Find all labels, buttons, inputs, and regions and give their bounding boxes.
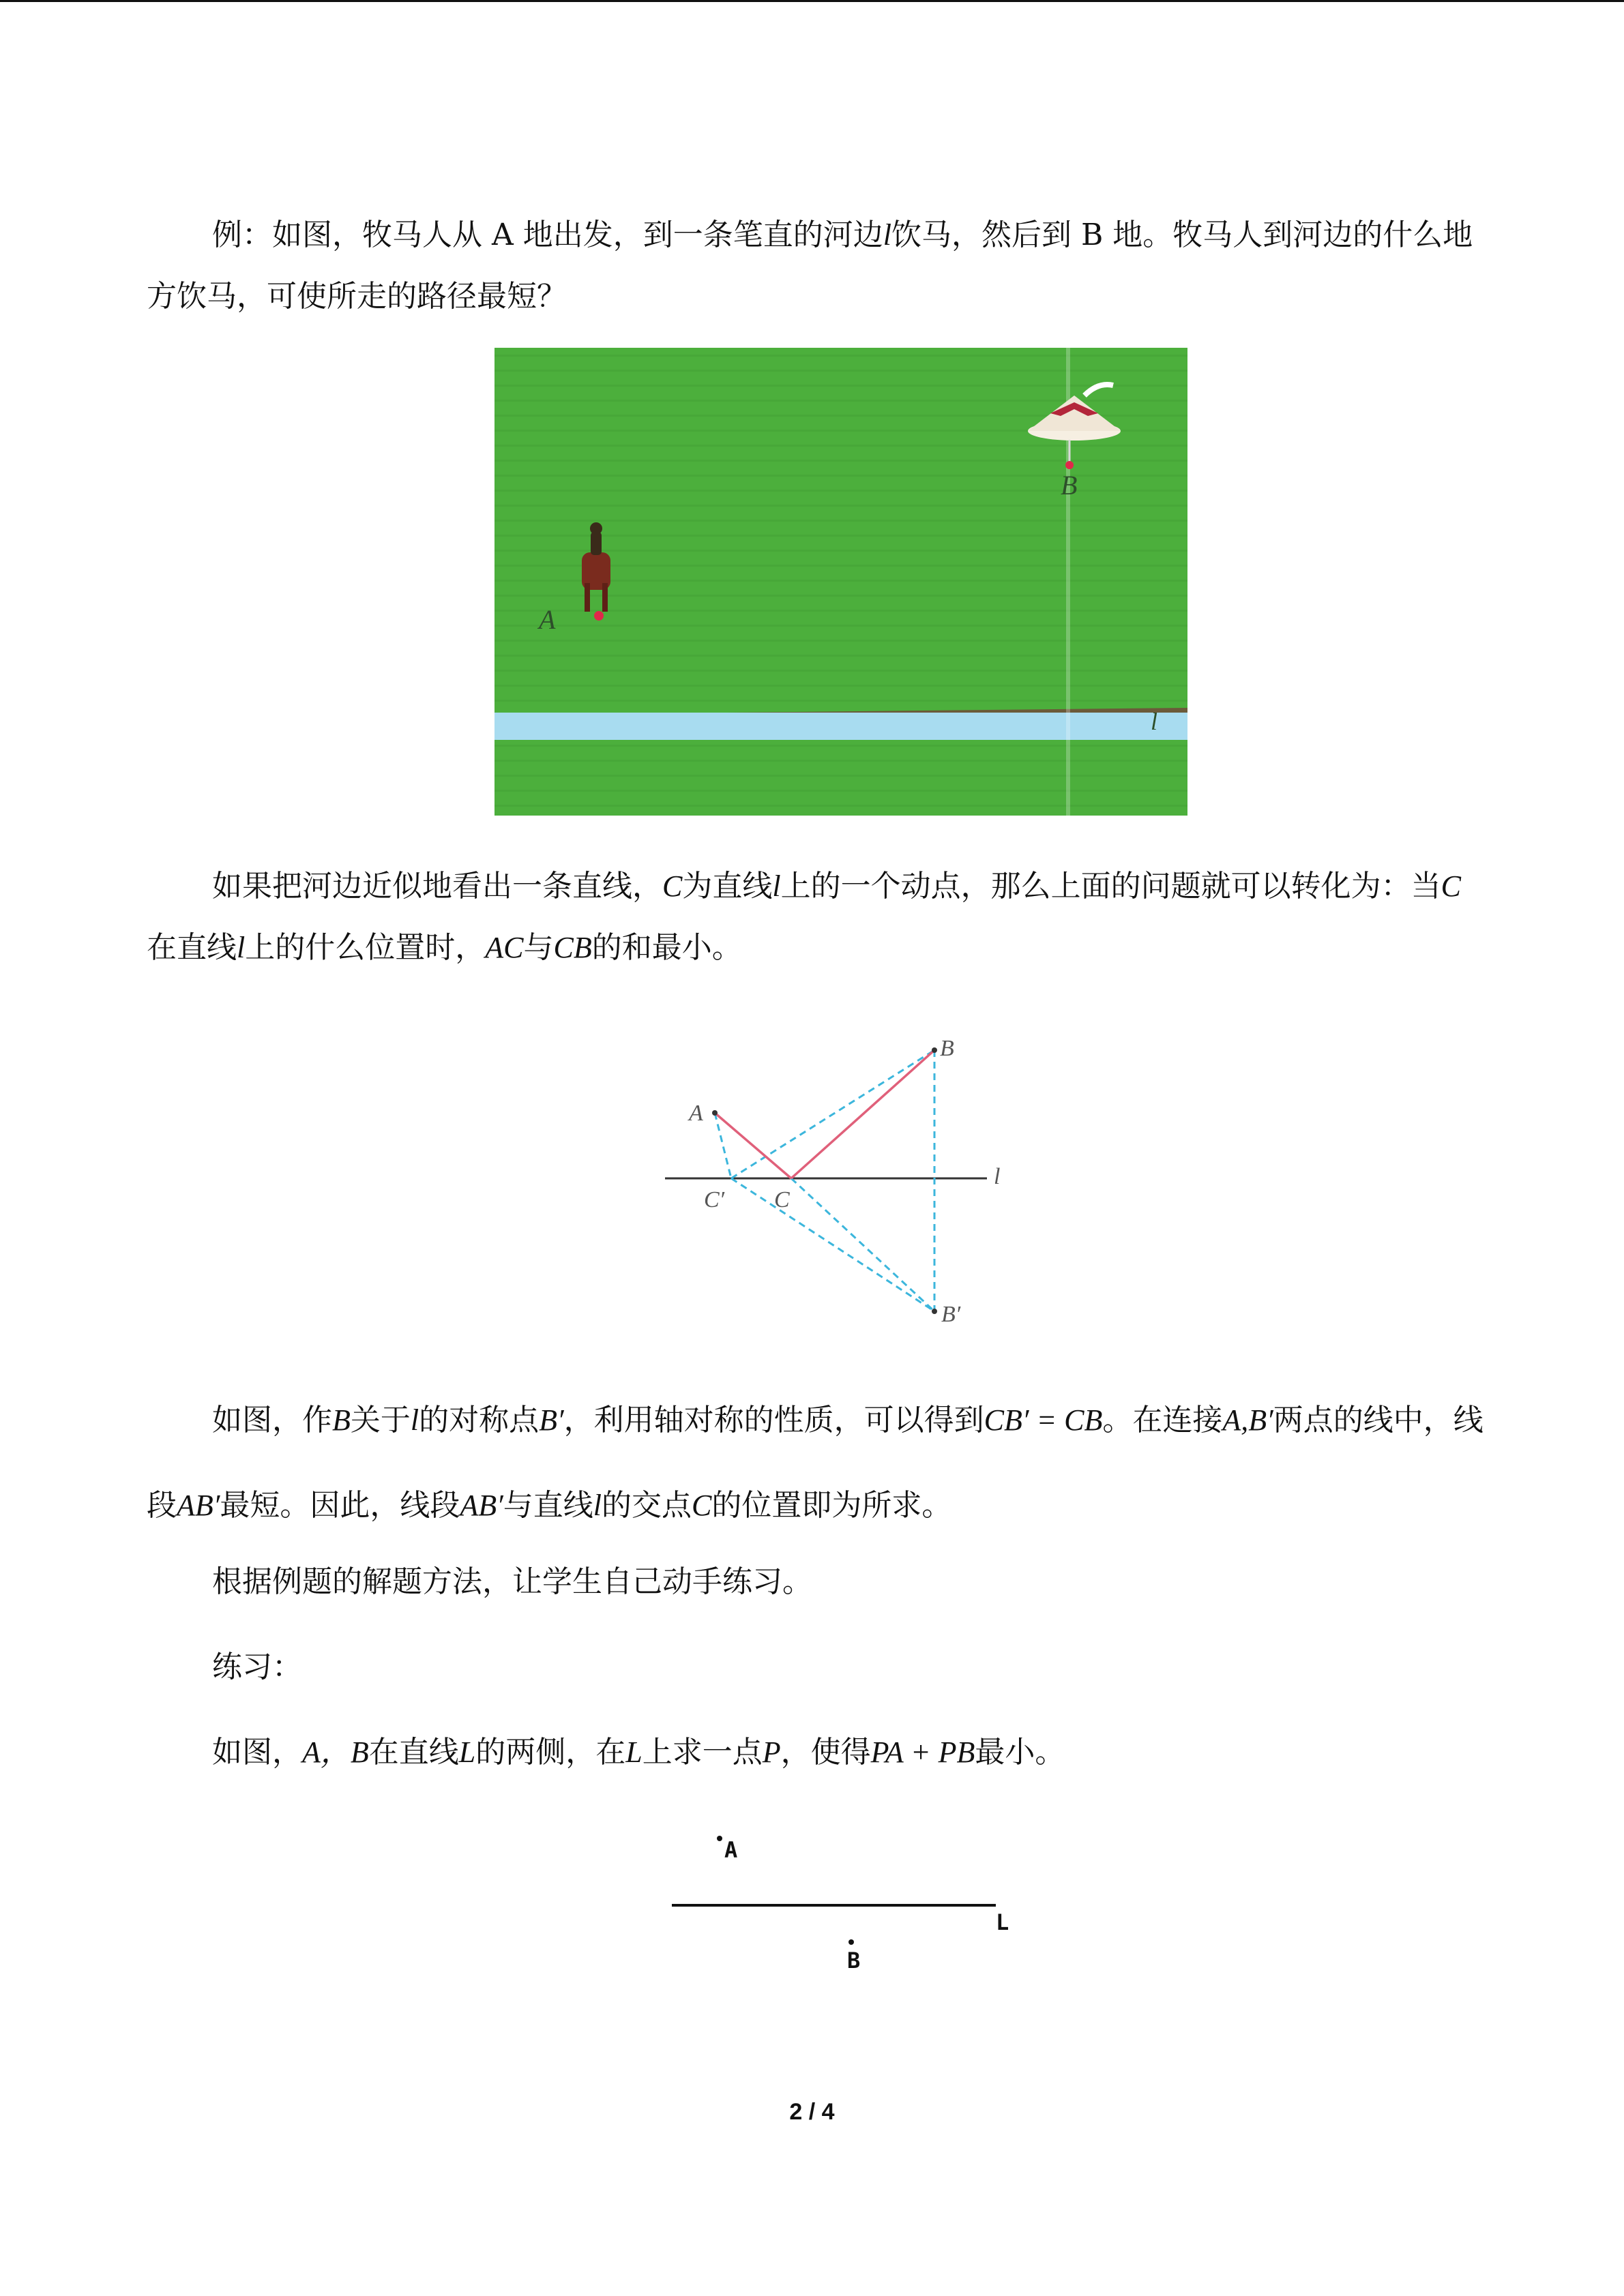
exercise-text-4: 上求一点 [642,1735,763,1770]
segment-ab-prime: AB′ [460,1489,503,1522]
symbol-l: l [772,869,781,903]
top-rule [0,0,1624,2]
solution-text-1: 如图，作 [212,1403,332,1437]
equation-cb-prime: CB′ = CB [984,1403,1103,1437]
transform-text-3: 上的一个动点，那么上面的问题就可以转化为：当 [780,869,1441,904]
transform-text-2: 为直线 [682,869,773,904]
point-b [848,1939,854,1945]
page-number: 2 / 4 [789,2099,835,2125]
point-a-dot [594,611,604,621]
exercise-diagram [662,1828,1030,1991]
photo-label-l: l [1151,708,1158,735]
symbol-big-l: L [458,1735,476,1769]
point-b-dot [1065,461,1074,469]
symbol-c: C [692,1489,712,1522]
symbol-big-l: L [625,1735,643,1769]
label-b-prime: B′ [941,1302,961,1327]
solution-text-8: 与直线 [503,1488,593,1523]
label-big-l: L [996,1909,1009,1935]
point-a [712,1110,718,1116]
symbol-ac: AC [485,931,524,964]
example-paragraph [147,205,1483,327]
solution-text-4: ，利用轴对称的性质，可以得到 [563,1403,984,1437]
exercise-text-3: 的两侧，在 [475,1735,626,1770]
symbol-b-prime: B′ [539,1403,564,1437]
example-text-b: 饮马，然后到 B 地。牧马人到河边的什么地方饮马，可使所走的路径最短？ [147,218,1473,314]
dashed-cprime-bprime [731,1178,934,1311]
symbol-cb: CB [553,931,592,964]
photo-label-a: A [539,604,556,635]
point-bprime [932,1309,937,1314]
transform-text-4: 在直线 [147,930,237,965]
solution-text-3: 的对称点 [419,1403,540,1437]
example-text-a: 例：如图，牧马人从 A 地出发，到一条笔直的河边 [212,218,883,252]
solid-a-c [715,1113,791,1178]
solution-text-6: 两点的线中，线段 [147,1403,1483,1523]
exercise-text-2: 在直线 [368,1735,459,1770]
label-a: A [689,1101,703,1126]
symbol-a-b: A，B [302,1735,369,1769]
segment-ab-prime: AB′ [177,1489,220,1522]
solution-text-10: 的位置即为所求。 [711,1488,952,1523]
solution-text-5: 。在连接 [1102,1403,1223,1437]
exercise-text-1: 如图， [212,1735,302,1770]
solution-text-9: 的交点 [602,1488,692,1523]
label-b: B [940,1036,954,1061]
dashed-cprime-b [731,1050,934,1178]
point-a [717,1836,722,1841]
label-a: A [724,1837,738,1863]
exercise-paragraph [147,1722,1483,1783]
reflection-diagram [655,1023,1016,1337]
river [494,713,1187,740]
solution-paragraph [147,1377,1483,1548]
label-l: l [994,1164,1001,1189]
symbol-p: P [762,1735,781,1769]
transform-text-1: 如果把河边近似地看出一条直线， [212,869,662,904]
solution-text-7: 最短。因此，线段 [220,1488,460,1523]
transform-paragraph [147,856,1483,979]
transform-text-6: 与 [523,930,554,965]
symbol-l: l [593,1489,602,1522]
symbol-b: B [332,1403,351,1437]
symbol-l: l [410,1403,419,1437]
expression-pa-pb: PA + PB [870,1735,975,1769]
method-paragraph: 根据例题的解题方法，让学生自己动手练习。 [212,1564,812,1599]
dashed-a-cprime [715,1113,731,1178]
transform-text-7: 的和最小。 [591,930,742,965]
symbol-c: C [662,869,683,903]
symbol-c: C [1441,869,1461,903]
line-l-symbol: l [883,218,891,252]
horse-river-illustration [494,348,1187,816]
grass-field-lower [494,740,1187,816]
solid-c-b [791,1050,934,1178]
exercise-text-6: 最小。 [975,1735,1065,1770]
label-b: B [847,1948,861,1973]
transform-text-5: 上的什么位置时， [245,930,486,965]
label-c-prime: C′ [704,1187,725,1212]
photo-label-b: B [1061,470,1078,501]
solution-text-2: 关于 [350,1403,411,1437]
label-c: C [774,1187,790,1212]
exercise-text-5: ，使得 [780,1735,871,1770]
dashed-c-bprime [791,1178,934,1311]
symbol-a-b-prime: A,B′ [1222,1403,1273,1437]
point-b [932,1047,937,1053]
practice-label: 练习： [212,1650,302,1684]
symbol-l: l [237,931,246,964]
